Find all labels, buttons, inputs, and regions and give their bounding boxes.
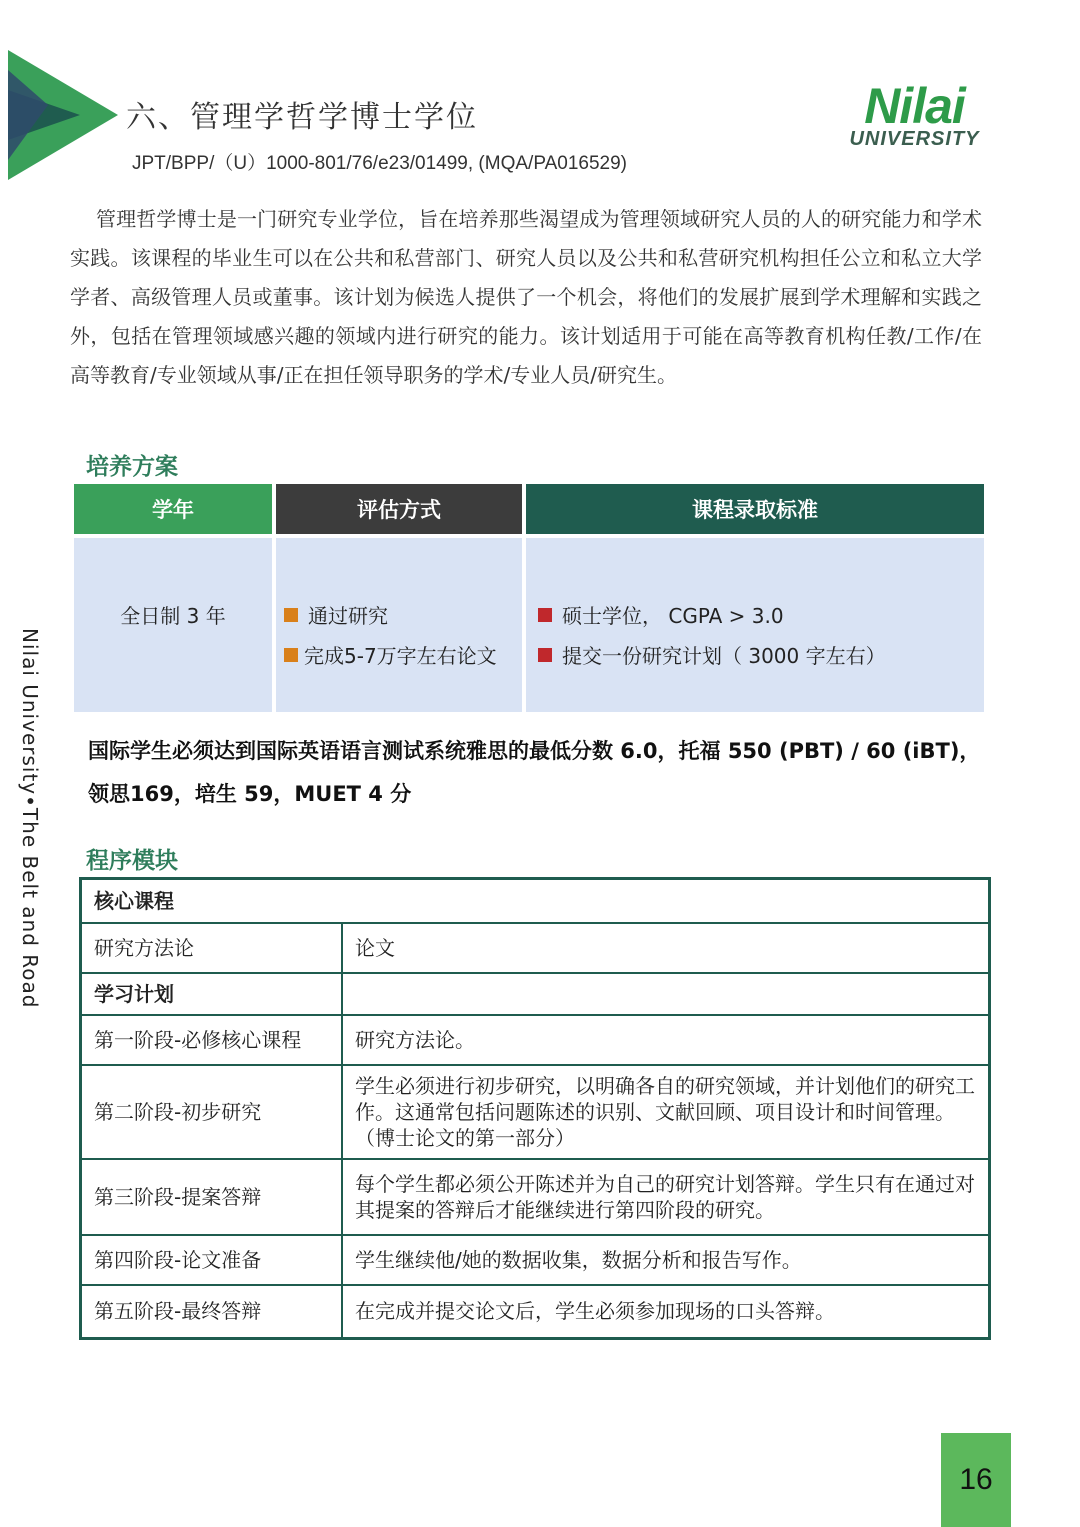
core-course-value: 论文 [342,923,990,973]
stage-name: 第三阶段-提案答辩 [81,1159,343,1235]
table-row [81,1285,990,1339]
plan-header-admission: 课程录取标准 [526,484,984,534]
study-heading: 学习计划 [81,973,343,1015]
language-requirement: 国际学生必须达到国际英语语言测试系统雅思的最低分数 6.0，托福 550 (PBT) / 60 (iBT)，领思169，培生 59，MUET 4 分 [88,739,981,806]
plan-cell-duration [74,538,272,712]
table-row [81,879,990,923]
admission-text: 提交一份研究计划（ 3000 字左右） [562,644,886,668]
stage-name: 第一阶段-必修核心课程 [81,1015,343,1065]
table-row [81,1065,990,1159]
page-heading: 六、管理学哲学博士学位 [126,100,478,135]
plan-header-year: 学年 [74,484,272,534]
page-number: 16 [941,1433,1011,1527]
empty-cell [342,973,990,1015]
modules-section-title: 程序模块 [86,848,178,874]
stage-name: 第五阶段-最终答辩 [81,1285,343,1339]
vertical-sidebar-text: Nilai University•The Belt and Road [18,628,42,1009]
triangle-logo-icon [8,50,118,180]
table-row [81,923,990,973]
table-row [81,1015,990,1065]
nilai-logo [842,78,987,151]
square-bullet-icon [284,648,298,662]
intro-paragraph: 管理哲学博士是一门研究专业学位，旨在培养那些渴望成为管理领域研究人员的人的研究能力和学术实践。该课程的毕业生可以在公共和私营部门、研究人员以及公共和私营研究机构担任公立和私立大学学者、高级管理人员或董事。该计划为候选人提供了一个机会，将他们的发展扩展到学术理解和实践之外，包括在管理领域感兴趣的领域内进行研究的能力。该计划适用于可能在高等教育机构任教/工作/在高等教育/专业领域从事/正在担任领导职务的学术/专业人员/研究生。 [70,207,982,387]
modules-table [79,877,991,1340]
core-course-name: 研究方法论 [81,923,343,973]
stage-desc: 学生必须进行初步研究，以明确各自的研究领域，并计划他们的研究工作。这通常包括问题陈述的识别、文献回顾、项目设计和时间管理。（博士论文的第一部分） [342,1065,990,1159]
core-heading: 核心课程 [81,879,990,923]
duration-text: 全日制 3 年 [120,604,226,628]
plan-table [74,484,984,712]
stage-desc: 每个学生都必须公开陈述并为自己的研究计划答辩。学生只有在通过对其提案的答辩后才能继续进行第四阶段的研究。 [342,1159,990,1235]
logo-mark: Nilai [864,78,965,134]
stage-name: 第二阶段-初步研究 [81,1065,343,1159]
plan-cell-assessment [276,538,522,712]
stage-desc: 研究方法论。 [342,1015,990,1065]
program-code: JPT/BPP/（U）1000-801/76/e23/01499, (MQA/PA016529) [132,153,627,174]
admission-item [538,640,886,669]
table-row [81,973,990,1015]
square-bullet-icon [538,648,552,662]
square-bullet-icon [284,608,298,622]
table-row [81,1235,990,1285]
stage-desc: 学生继续他/她的数据收集，数据分析和报告写作。 [342,1235,990,1285]
square-bullet-icon [538,608,552,622]
plan-cell-admission [526,538,984,712]
assessment-item [284,640,497,669]
assessment-text: 通过研究 [308,604,388,628]
plan-section-title: 培养方案 [86,454,178,480]
admission-text: 硕士学位， CGPA > 3.0 [562,604,784,628]
stage-name: 第四阶段-论文准备 [81,1235,343,1285]
assessment-text: 完成5-7万字左右论文 [304,644,497,668]
plan-header-assessment: 评估方式 [276,484,522,534]
admission-item [538,600,784,629]
stage-desc: 在完成并提交论文后，学生必须参加现场的口头答辩。 [342,1285,990,1339]
assessment-item [284,600,388,629]
logo-subtitle: UNIVERSITY [849,128,980,150]
table-row [81,1159,990,1235]
